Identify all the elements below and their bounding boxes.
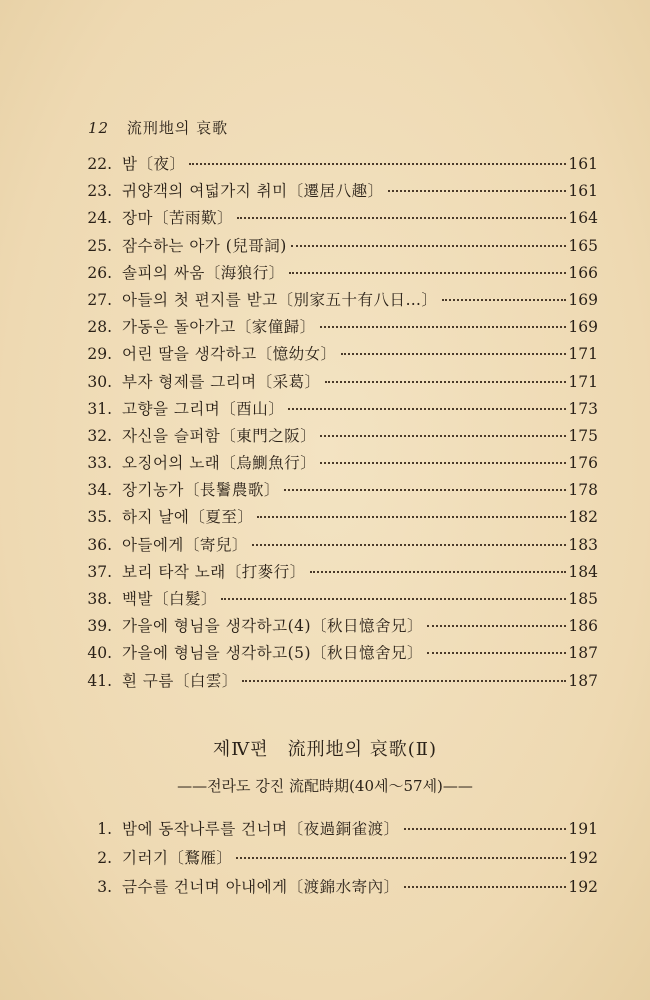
dot-leader (257, 516, 566, 518)
toc-entry-title: 가동은 돌아가고〔家僮歸〕 (122, 318, 316, 337)
toc-entry (82, 370, 598, 397)
toc-entry-number: 1. (97, 820, 112, 838)
toc-entry-title: 아들에게〔寄兒〕 (122, 535, 248, 554)
dot-leader (236, 857, 566, 859)
dot-leader (442, 299, 566, 301)
toc-entry (82, 875, 598, 904)
toc-entry (82, 315, 598, 342)
dot-leader (189, 163, 566, 165)
toc-entry-number: 26. (87, 263, 112, 282)
toc-entry-title: 귀양객의 여덟가지 취미〔遷居八趣〕 (122, 182, 384, 201)
dot-leader (291, 245, 566, 247)
toc-entry-title: 백발〔白髮〕 (122, 590, 217, 608)
toc-entry-page: 182 (568, 508, 598, 527)
toc-entry-title: 솔피의 싸움〔海狼行〕 (122, 263, 285, 282)
toc-entry-number: 22. (87, 155, 112, 173)
toc-entry (82, 179, 598, 206)
toc-entry-title: 밤〔夜〕 (122, 155, 186, 173)
toc-entry-title: 기러기〔鶩雁〕 (122, 849, 233, 867)
toc-entry-title: 어린 딸을 생각하고〔憶幼女〕 (122, 345, 337, 364)
toc-entry-title: 밤에 동작나루를 건너며〔夜過銅雀渡〕 (122, 820, 400, 838)
toc-entry-page: 192 (568, 878, 598, 896)
dot-leader (325, 381, 566, 383)
toc-entry (82, 288, 598, 315)
toc-entry-number: 28. (87, 318, 112, 337)
toc-entry (82, 846, 598, 875)
dot-leader (320, 462, 566, 464)
toc-entry-page: 169 (568, 318, 598, 337)
toc-entry-title: 장기농가〔長鬐農歌〕 (122, 481, 280, 500)
dot-leader (289, 272, 566, 274)
toc-entry (82, 817, 598, 846)
dot-leader (221, 598, 566, 600)
running-head (88, 117, 228, 138)
toc-entry-number: 34. (87, 481, 112, 500)
toc-entry-page: 186 (568, 617, 598, 636)
toc-entry-number: 2. (97, 849, 112, 867)
toc-entry-number: 3. (97, 878, 112, 896)
toc-entry-number: 23. (87, 182, 112, 201)
toc-entry-number: 35. (87, 508, 112, 527)
toc-list-part1 (82, 152, 598, 696)
dot-leader (404, 886, 566, 888)
dot-leader (252, 544, 566, 546)
toc-entry-page: 165 (568, 236, 598, 255)
dot-leader (427, 625, 566, 627)
toc-list-part2 (82, 817, 598, 904)
toc-entry-number: 36. (87, 535, 112, 554)
toc-entry-page: 183 (568, 535, 598, 554)
toc-entry-number: 33. (87, 454, 112, 473)
toc-entry-title: 금수를 건너며 아내에게〔渡錦水寄內〕 (122, 878, 400, 896)
toc-entry (82, 206, 598, 233)
toc-entry-number: 32. (87, 426, 112, 445)
toc-entry-page: 173 (568, 399, 598, 418)
toc-entry (82, 587, 598, 614)
dot-leader (427, 652, 566, 654)
toc-entry-number: 40. (87, 644, 112, 663)
toc-entry-number: 29. (87, 345, 112, 364)
toc-entry-title: 오징어의 노래〔烏鰂魚行〕 (122, 454, 317, 473)
toc-entry-page: 187 (568, 671, 598, 690)
toc-entry-title: 아들의 첫 편지를 받고〔別家五十有八日…〕 (122, 290, 438, 309)
toc-entry (82, 424, 598, 451)
toc-entry (82, 397, 598, 424)
running-head-page-number: 12 (88, 119, 110, 137)
toc-entry-page: 175 (568, 426, 598, 445)
toc-entry-page: 192 (568, 849, 598, 867)
toc-entry-number: 41. (87, 671, 112, 690)
toc-entry-page: 166 (568, 263, 598, 282)
toc-entry-page: 178 (568, 481, 598, 500)
toc-entry-page: 191 (568, 820, 598, 838)
toc-entry-title: 장마〔苦雨歎〕 (122, 209, 233, 228)
toc-entry (82, 451, 598, 478)
toc-entry (82, 234, 598, 261)
toc-entry-page: 161 (568, 182, 598, 201)
toc-entry (82, 641, 598, 668)
toc-entry-title: 잠수하는 아가 (兒哥詞) (122, 236, 287, 255)
toc-entry-number: 39. (87, 617, 112, 636)
toc-entry-number: 24. (87, 209, 112, 228)
toc-entry (82, 342, 598, 369)
toc-entry-page: 161 (568, 155, 598, 173)
dot-leader (242, 680, 566, 682)
toc-entry (82, 152, 598, 179)
toc-entry-page: 176 (568, 454, 598, 473)
toc-entry-number: 38. (87, 590, 112, 608)
toc-entry-page: 185 (568, 590, 598, 608)
dot-leader (310, 571, 566, 573)
toc-entry (82, 614, 598, 641)
dot-leader (320, 435, 566, 437)
dot-leader (284, 489, 566, 491)
toc-entry-page: 184 (568, 562, 598, 581)
dot-leader (288, 408, 566, 410)
toc-entry (82, 669, 598, 696)
toc-entry-page: 171 (568, 372, 598, 391)
toc-entry-page: 164 (568, 209, 598, 228)
section-title: 제Ⅳ편 流刑地의 哀歌(Ⅱ) (212, 739, 438, 760)
running-head-title: 流刑地의 哀歌 (126, 119, 229, 137)
toc-entry-number: 30. (87, 372, 112, 391)
toc-entry-title: 고향을 그리며〔酉山〕 (122, 399, 285, 418)
dot-leader (237, 217, 566, 219)
toc-entry-number: 27. (87, 290, 112, 309)
toc-entry-title: 가을에 형님을 생각하고(4)〔秋日憶舍兄〕 (122, 617, 424, 636)
toc-entry-page: 171 (568, 345, 598, 364)
dot-leader (341, 353, 566, 355)
toc-entry-page: 187 (568, 644, 598, 663)
section-subtitle: ——전라도 강진 流配時期(40세～57세)—— (177, 777, 473, 795)
toc-entry-title: 하지 날에〔夏至〕 (122, 508, 254, 527)
dot-leader (404, 828, 566, 830)
dot-leader (320, 326, 566, 328)
toc-entry-title: 자신을 슬퍼함〔東門之阪〕 (122, 426, 317, 445)
toc-entry (82, 261, 598, 288)
toc-entry-page: 169 (568, 290, 598, 309)
toc-entry-number: 37. (87, 562, 112, 581)
toc-entry-number: 31. (87, 399, 112, 418)
toc-entry-title: 흰 구름〔白雲〕 (122, 671, 238, 690)
dot-leader (388, 190, 566, 192)
toc-entry (82, 478, 598, 505)
toc-entry (82, 505, 598, 532)
toc-entry-title: 부자 형제를 그리며〔采葛〕 (122, 372, 321, 391)
toc-entry-title: 가을에 형님을 생각하고(5)〔秋日憶舍兄〕 (122, 644, 424, 663)
toc-entry (82, 533, 598, 560)
toc-entry-number: 25. (87, 236, 112, 255)
toc-entry (82, 560, 598, 587)
toc-entry-title: 보리 타작 노래〔打麥行〕 (122, 562, 306, 581)
